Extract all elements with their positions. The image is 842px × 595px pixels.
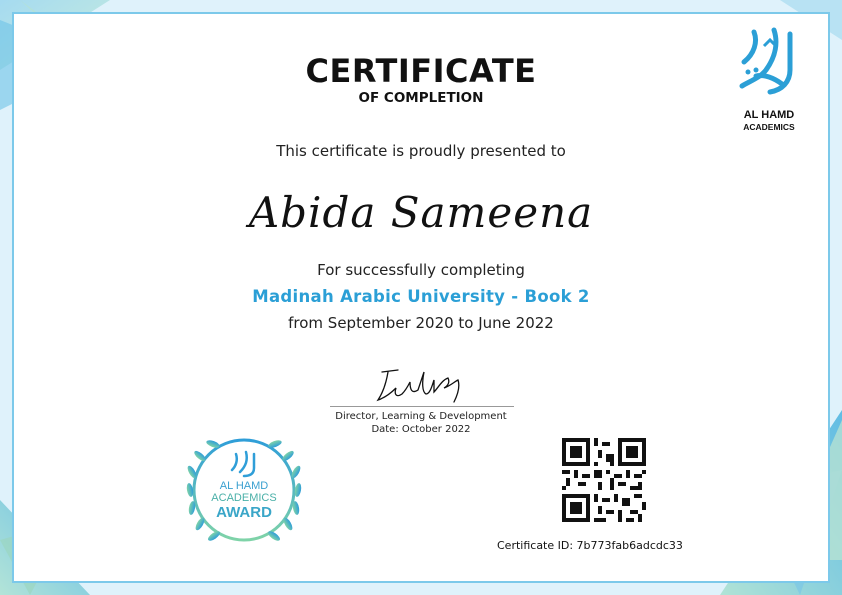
badge-text-award: AWARD — [216, 504, 272, 521]
completing-text: For successfully completing — [317, 261, 525, 279]
certificate-subtitle: OF COMPLETION — [358, 90, 484, 106]
al-hamd-logo-icon — [734, 26, 804, 106]
certificate-title: CERTIFICATE — [305, 52, 537, 90]
recipient-name: Abida Sameena — [248, 188, 594, 237]
presented-text: This certificate is proudly presented to — [276, 142, 566, 160]
signature — [374, 364, 474, 406]
certificate-id: Certificate ID: 7b773fab6adcdc33 — [497, 539, 683, 552]
course-name: Madinah Arabic University - Book 2 — [252, 287, 590, 306]
qr-code-icon — [562, 438, 646, 522]
badge-text-line1: AL HAMD — [219, 480, 269, 492]
issue-date: Date: October 2022 — [371, 424, 471, 435]
signatory-role: Director, Learning & Development — [335, 411, 507, 422]
signature-line — [330, 406, 514, 407]
course-period: from September 2020 to June 2022 — [288, 314, 554, 332]
logo-text-line2: ACADEMICS — [743, 122, 795, 132]
badge-text-line2: ACADEMICS — [211, 492, 277, 504]
logo-text-line1: AL HAMD — [743, 109, 795, 121]
